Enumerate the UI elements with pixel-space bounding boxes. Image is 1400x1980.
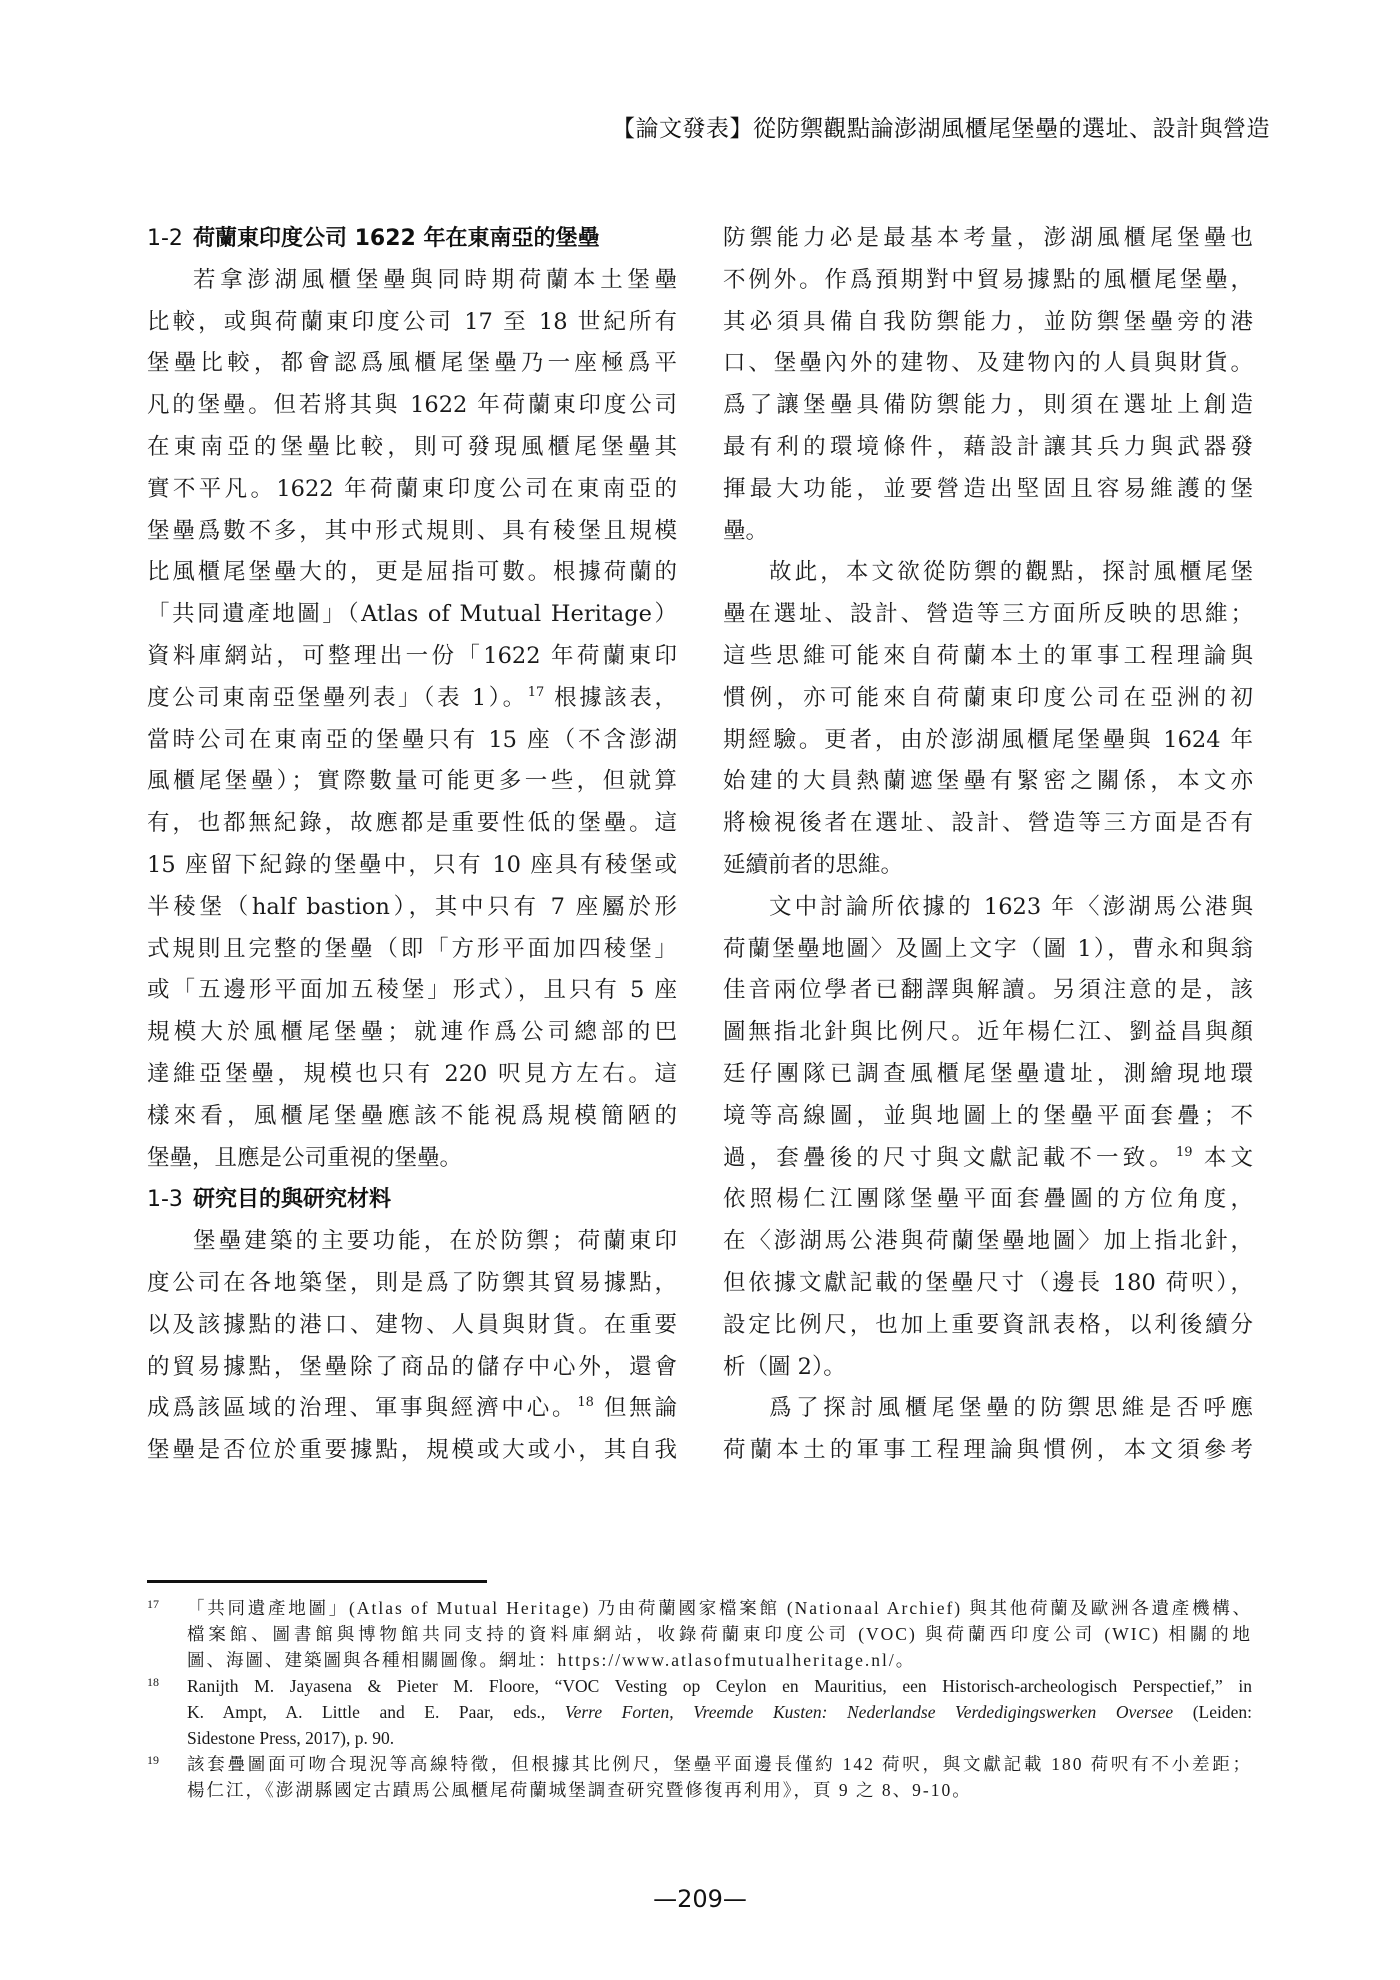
section-number: 1-2 bbox=[147, 226, 183, 251]
text-line: 爲了探討風櫃尾堡壘的防禦思維是否呼應 bbox=[769, 1395, 1253, 1422]
text-line: 規模大於風櫃尾堡壘；就連作爲公司總部的巴 bbox=[147, 1019, 677, 1046]
section-heading-1-3 bbox=[147, 1179, 677, 1221]
footnote-line: 檔案館、圖書館與博物館共同支持的資料庫網站，收錄荷蘭東印度公司 (VOC) 與荷蘭西印度公司 (WIC) 相關的地 bbox=[187, 1624, 1252, 1644]
text-line-with-footnote bbox=[147, 678, 677, 720]
text-line: 以及該據點的港口、建物、人員與財貨。在重要 bbox=[147, 1311, 677, 1338]
text-line: 或「五邊形平面加五稜堡」形式），且只有 5 座 bbox=[147, 977, 677, 1004]
text-line: 凡的堡壘。但若將其與 1622 年荷蘭東印度公司 bbox=[147, 392, 677, 419]
text-line: 依照楊仁江團隊堡壘平面套疊圖的方位角度， bbox=[723, 1186, 1253, 1213]
text-line: 荷蘭本土的軍事工程理論與慣例，本文須參考 bbox=[723, 1437, 1253, 1464]
text-line: 堡壘是否位於重要據點，規模或大或小，其自我 bbox=[147, 1437, 677, 1464]
text-line: 堡壘比較，都會認爲風櫃尾堡壘乃一座極爲平 bbox=[147, 350, 677, 377]
text-line: 境等高線圖，並與地圖上的堡壘平面套疊；不 bbox=[723, 1102, 1253, 1129]
footnote-ref-18[interactable]: 18 bbox=[577, 1395, 594, 1411]
footnote-line: 圖、海圖、建築圖與各種相關圖像。網址：https://www.atlasofmutualheritage.nl/。 bbox=[187, 1650, 916, 1670]
footnote-line: Ranijth M. Jayasena & Pieter M. Floore, “VOC Vesting op Ceylon en Mauritius, een Historisch-archeologisch Perspectief,” in bbox=[187, 1676, 1252, 1696]
text-line: 故此，本文欲從防禦的觀點，探討風櫃尾堡 bbox=[769, 559, 1253, 586]
text-line: 樣來看，風櫃尾堡壘應該不能視爲規模簡陋的 bbox=[147, 1102, 677, 1129]
text-line: 揮最大功能，並要營造出堅固且容易維護的堡 bbox=[723, 475, 1253, 502]
footnote-line bbox=[187, 1699, 1252, 1725]
section-heading-1-2 bbox=[147, 218, 677, 260]
text-fragment: 度公司東南亞堡壘列表」（表 1）。 bbox=[147, 684, 528, 711]
footnote-ref-17[interactable]: 17 bbox=[527, 684, 545, 700]
footnote-19 bbox=[147, 1751, 1252, 1803]
text-line: 爲了讓堡壘具備防禦能力，則須在選址上創造 bbox=[723, 392, 1253, 419]
footnotes bbox=[147, 1595, 1252, 1803]
section-title: 荷蘭東印度公司 1622 年在東南亞的堡壘 bbox=[192, 226, 600, 251]
text-line: 堡壘建築的主要功能，在於防禦；荷蘭東印 bbox=[193, 1228, 677, 1255]
text-line: 度公司在各地築堡，則是爲了防禦其貿易據點， bbox=[147, 1269, 677, 1296]
text-line: 在〈澎湖馬公港與荷蘭堡壘地圖〉加上指北針， bbox=[723, 1228, 1253, 1255]
section-title: 研究目的與研究材料 bbox=[192, 1187, 391, 1213]
left-column bbox=[147, 218, 677, 1472]
text-line: 延續前者的思維。 bbox=[723, 851, 904, 878]
text-line: 資料庫網站，可整理出一份「1622 年荷蘭東印 bbox=[147, 642, 677, 669]
text-line: 達維亞堡壘，規模也只有 220 呎見方左右。這 bbox=[147, 1060, 677, 1087]
text-line: 堡壘爲數不多，其中形式規則、具有稜堡且規模 bbox=[147, 517, 677, 544]
footnote-line: 該套疊圖面可吻合現況等高線特徵，但根據其比例尺，堡壘平面邊長僅約 142 荷呎，與文獻記載 180 荷呎有不小差距； bbox=[187, 1754, 1252, 1774]
page-number: —209— bbox=[653, 1885, 747, 1913]
text-line: 當時公司在東南亞的堡壘只有 15 座（不含澎湖 bbox=[147, 726, 677, 753]
text-line: 佳音兩位學者已翻譯與解讀。另須注意的是，該 bbox=[723, 977, 1253, 1004]
footnote-divider bbox=[147, 1580, 487, 1583]
text-fragment: 但無論 bbox=[593, 1395, 677, 1422]
text-line: 半稜堡（half bastion），其中只有 7 座屬於形 bbox=[147, 893, 677, 920]
footnote-18 bbox=[147, 1673, 1252, 1751]
text-line: 慣例，亦可能來自荷蘭東印度公司在亞洲的初 bbox=[723, 684, 1253, 711]
citation-publisher: (Leiden: bbox=[1173, 1702, 1252, 1722]
text-fragment: 根據該表， bbox=[544, 684, 678, 711]
text-line: 若拿澎湖風櫃堡壘與同時期荷蘭本土堡壘 bbox=[193, 266, 677, 293]
text-line: 實不平凡。1622 年荷蘭東印度公司在東南亞的 bbox=[147, 475, 677, 502]
text-line: 期經驗。更者，由於澎湖風櫃尾堡壘與 1624 年 bbox=[723, 726, 1253, 753]
citation-book-title: Verre Forten, Vreemde Kusten: Nederlandse Verdedigingswerken Oversee bbox=[564, 1702, 1174, 1722]
footnote-line: 楊仁江，《澎湖縣國定古蹟馬公風櫃尾荷蘭城堡調查研究暨修復再利用》，頁 9 之 8、9-10。 bbox=[187, 1780, 972, 1800]
text-line: 有，也都無紀錄，故應都是重要性低的堡壘。這 bbox=[147, 810, 677, 837]
text-line: 始建的大員熱蘭遮堡壘有緊密之關係，本文亦 bbox=[723, 768, 1253, 795]
text-line: 防禦能力必是最基本考量，澎湖風櫃尾堡壘也 bbox=[723, 225, 1253, 251]
text-line: 不例外。作爲預期對中貿易據點的風櫃尾堡壘， bbox=[723, 266, 1253, 293]
text-line: 設定比例尺，也加上重要資訊表格，以利後續分 bbox=[723, 1311, 1253, 1338]
text-line: 比較，或與荷蘭東印度公司 17 至 18 世紀所有 bbox=[147, 308, 677, 335]
text-line: 「共同遺產地圖」（Atlas of Mutual Heritage） bbox=[147, 601, 677, 628]
text-line: 廷仔團隊已調查風櫃尾堡壘遺址，測繪現地環 bbox=[723, 1060, 1253, 1087]
footnote-number: 17 bbox=[147, 1597, 159, 1611]
text-line: 圖無指北針與比例尺。近年楊仁江、劉益昌與顏 bbox=[723, 1019, 1253, 1046]
text-line: 這些思維可能來自荷蘭本土的軍事工程理論與 bbox=[723, 642, 1253, 669]
text-line: 其必須具備自我防禦能力，並防禦堡壘旁的港 bbox=[723, 308, 1253, 335]
text-line: 在東南亞的堡壘比較，則可發現風櫃尾堡壘其 bbox=[147, 433, 677, 460]
right-column bbox=[723, 218, 1253, 1472]
text-line: 壘在選址、設計、營造等三方面所反映的思維； bbox=[723, 601, 1253, 628]
text-line: 將檢視後者在選址、設計、營造等三方面是否有 bbox=[723, 810, 1253, 837]
footnote-line: Sidestone Press, 2017), p. 90. bbox=[187, 1728, 395, 1748]
text-line: 堡壘，且應是公司重視的堡壘。 bbox=[147, 1144, 463, 1171]
text-line-with-footnote bbox=[147, 1388, 677, 1430]
text-line: 式規則且完整的堡壘（即「方形平面加四稜堡」 bbox=[147, 935, 677, 962]
running-header: 【論文發表】從防禦觀點論澎湖風櫃尾堡壘的選址、設計與營造 bbox=[612, 116, 1270, 142]
text-fragment: 本文 bbox=[1192, 1144, 1253, 1171]
text-line: 風櫃尾堡壘）；實際數量可能更多一些，但就算 bbox=[147, 768, 677, 795]
text-line: 壘。 bbox=[723, 517, 769, 544]
footnote-ref-19[interactable]: 19 bbox=[1176, 1144, 1193, 1160]
text-line: 析（圖 2）。 bbox=[723, 1353, 846, 1380]
text-line: 但依據文獻記載的堡壘尺寸（邊長 180 荷呎）， bbox=[723, 1269, 1253, 1296]
text-line: 的貿易據點，堡壘除了商品的儲存中心外，還會 bbox=[147, 1353, 677, 1380]
text-line: 比風櫃尾堡壘大的，更是屈指可數。根據荷蘭的 bbox=[147, 559, 677, 586]
text-fragment: 過，套疊後的尺寸與文獻記載不一致。 bbox=[723, 1144, 1176, 1171]
text-line: 15 座留下紀錄的堡壘中，只有 10 座具有稜堡或 bbox=[147, 851, 677, 878]
footnote-number: 19 bbox=[147, 1753, 159, 1767]
text-line: 文中討論所依據的 1623 年〈澎湖馬公港與 bbox=[769, 893, 1253, 920]
citation-authors: K. Ampt, A. Little and E. Paar, eds., bbox=[187, 1702, 565, 1722]
text-line-with-footnote bbox=[723, 1138, 1253, 1180]
text-line: 口、堡壘內外的建物、及建物內的人員與財貨。 bbox=[723, 350, 1253, 377]
footnote-number: 18 bbox=[147, 1675, 159, 1689]
text-fragment: 成爲該區域的治理、軍事與經濟中心。 bbox=[147, 1395, 578, 1422]
section-number: 1-3 bbox=[147, 1187, 183, 1213]
text-line: 荷蘭堡壘地圖〉及圖上文字（圖 1），曹永和與翁 bbox=[723, 935, 1253, 962]
text-line: 最有利的環境條件，藉設計讓其兵力與武器發 bbox=[723, 433, 1253, 460]
footnote-17 bbox=[147, 1595, 1252, 1673]
footnote-line: 「共同遺產地圖」(Atlas of Mutual Heritage) 乃由荷蘭國家檔案館 (Nationaal Archief) 與其他荷蘭及歐洲各遺產機構、 bbox=[187, 1598, 1252, 1618]
